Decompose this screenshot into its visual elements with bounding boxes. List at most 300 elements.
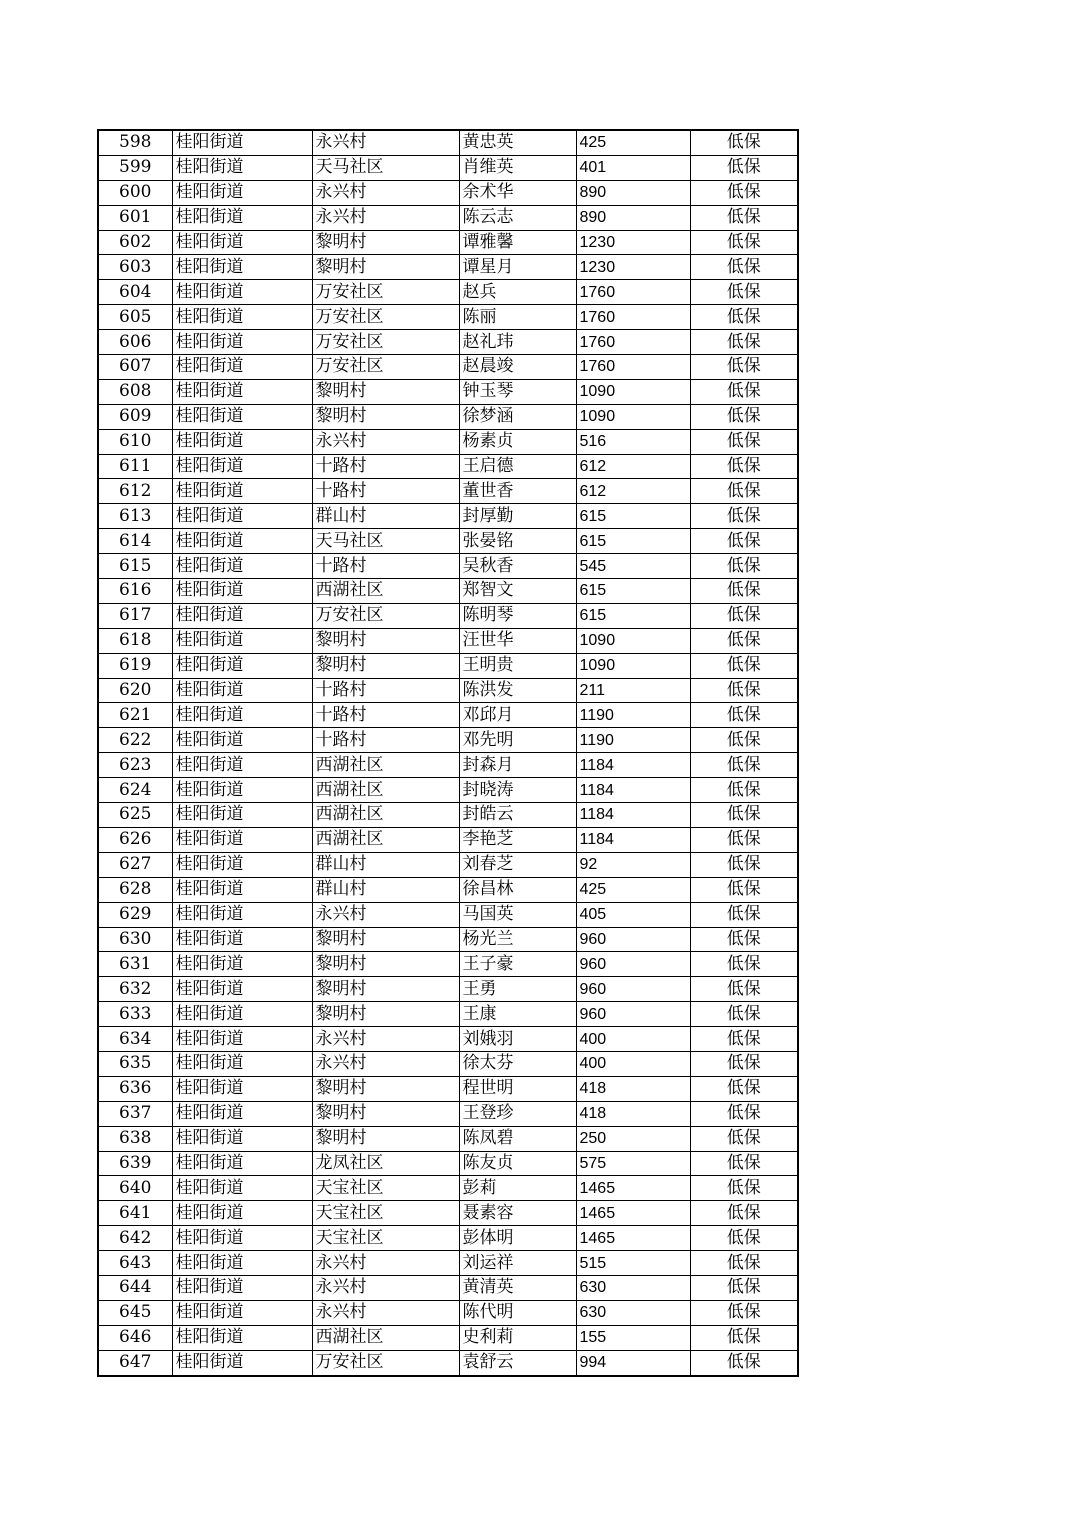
street-cell: 桂阳街道 [172, 1101, 312, 1126]
village-cell: 黎明村 [312, 977, 459, 1002]
person-name-cell: 刘娥羽 [459, 1027, 576, 1052]
table-row [98, 603, 798, 628]
table-row [98, 653, 798, 678]
person-name-cell: 马国英 [459, 902, 576, 927]
category-cell: 低保 [690, 429, 798, 454]
table-row [98, 728, 798, 753]
street-cell: 桂阳街道 [172, 479, 312, 504]
category-cell: 低保 [690, 554, 798, 579]
table-row [98, 1176, 798, 1201]
person-name-cell: 程世明 [459, 1076, 576, 1101]
table-row [98, 579, 798, 604]
row-number-cell: 616 [98, 579, 172, 604]
category-cell: 低保 [690, 1251, 798, 1276]
village-cell: 黎明村 [312, 653, 459, 678]
category-cell: 低保 [690, 778, 798, 803]
village-cell: 黎明村 [312, 628, 459, 653]
row-number-cell: 643 [98, 1251, 172, 1276]
amount-cell: 1184 [576, 753, 690, 778]
village-cell: 天马社区 [312, 529, 459, 554]
person-name-cell: 彭莉 [459, 1176, 576, 1201]
person-name-cell: 钟玉琴 [459, 379, 576, 404]
village-cell: 万安社区 [312, 355, 459, 380]
amount-cell: 211 [576, 678, 690, 703]
street-cell: 桂阳街道 [172, 1126, 312, 1151]
village-cell: 西湖社区 [312, 803, 459, 828]
person-name-cell: 吴秋香 [459, 554, 576, 579]
category-cell: 低保 [690, 902, 798, 927]
person-name-cell: 刘春芝 [459, 852, 576, 877]
person-name-cell: 刘运祥 [459, 1251, 576, 1276]
street-cell: 桂阳街道 [172, 1226, 312, 1251]
row-number-cell: 641 [98, 1201, 172, 1226]
person-name-cell: 赵晨竣 [459, 355, 576, 380]
village-cell: 黎明村 [312, 927, 459, 952]
street-cell: 桂阳街道 [172, 1076, 312, 1101]
person-name-cell: 陈云志 [459, 205, 576, 230]
village-cell: 十路村 [312, 678, 459, 703]
amount-cell: 630 [576, 1275, 690, 1300]
village-cell: 万安社区 [312, 330, 459, 355]
table-row [98, 554, 798, 579]
amount-cell: 418 [576, 1101, 690, 1126]
table-row [98, 330, 798, 355]
category-cell: 低保 [690, 1126, 798, 1151]
category-cell: 低保 [690, 280, 798, 305]
table-row [98, 205, 798, 230]
street-cell: 桂阳街道 [172, 678, 312, 703]
row-number-cell: 635 [98, 1051, 172, 1076]
street-cell: 桂阳街道 [172, 803, 312, 828]
row-number-cell: 629 [98, 902, 172, 927]
amount-cell: 1760 [576, 280, 690, 305]
village-cell: 永兴村 [312, 1051, 459, 1076]
person-name-cell: 赵礼玮 [459, 330, 576, 355]
person-name-cell: 郑智文 [459, 579, 576, 604]
category-cell: 低保 [690, 753, 798, 778]
row-number-cell: 627 [98, 852, 172, 877]
row-number-cell: 642 [98, 1226, 172, 1251]
category-cell: 低保 [690, 977, 798, 1002]
row-number-cell: 640 [98, 1176, 172, 1201]
category-cell: 低保 [690, 1027, 798, 1052]
amount-cell: 960 [576, 927, 690, 952]
person-name-cell: 封厚勤 [459, 504, 576, 529]
person-name-cell: 邓先明 [459, 728, 576, 753]
category-cell: 低保 [690, 379, 798, 404]
amount-cell: 575 [576, 1151, 690, 1176]
street-cell: 桂阳街道 [172, 927, 312, 952]
village-cell: 万安社区 [312, 603, 459, 628]
street-cell: 桂阳街道 [172, 330, 312, 355]
table-row [98, 379, 798, 404]
row-number-cell: 618 [98, 628, 172, 653]
table-row [98, 155, 798, 180]
amount-cell: 250 [576, 1126, 690, 1151]
amount-cell: 1465 [576, 1201, 690, 1226]
amount-cell: 612 [576, 454, 690, 479]
row-number-cell: 636 [98, 1076, 172, 1101]
person-name-cell: 王登珍 [459, 1101, 576, 1126]
row-number-cell: 620 [98, 678, 172, 703]
category-cell: 低保 [690, 305, 798, 330]
person-name-cell: 陈丽 [459, 305, 576, 330]
amount-cell: 960 [576, 1002, 690, 1027]
person-name-cell: 徐梦涵 [459, 404, 576, 429]
street-cell: 桂阳街道 [172, 155, 312, 180]
row-number-cell: 607 [98, 355, 172, 380]
person-name-cell: 史利莉 [459, 1325, 576, 1350]
street-cell: 桂阳街道 [172, 603, 312, 628]
person-name-cell: 谭雅馨 [459, 230, 576, 255]
amount-cell: 1230 [576, 230, 690, 255]
amount-cell: 1184 [576, 827, 690, 852]
village-cell: 十路村 [312, 479, 459, 504]
person-name-cell: 余术华 [459, 180, 576, 205]
table-row [98, 803, 798, 828]
person-name-cell: 李艳芝 [459, 827, 576, 852]
row-number-cell: 617 [98, 603, 172, 628]
amount-cell: 1230 [576, 255, 690, 280]
street-cell: 桂阳街道 [172, 753, 312, 778]
street-cell: 桂阳街道 [172, 1176, 312, 1201]
category-cell: 低保 [690, 1051, 798, 1076]
amount-cell: 425 [576, 877, 690, 902]
row-number-cell: 639 [98, 1151, 172, 1176]
table-row [98, 1076, 798, 1101]
row-number-cell: 628 [98, 877, 172, 902]
village-cell: 永兴村 [312, 429, 459, 454]
table-row [98, 1126, 798, 1151]
village-cell: 黎明村 [312, 1101, 459, 1126]
table-row [98, 703, 798, 728]
row-number-cell: 598 [98, 130, 172, 155]
row-number-cell: 614 [98, 529, 172, 554]
village-cell: 黎明村 [312, 1002, 459, 1027]
row-number-cell: 625 [98, 803, 172, 828]
amount-cell: 615 [576, 529, 690, 554]
street-cell: 桂阳街道 [172, 355, 312, 380]
street-cell: 桂阳街道 [172, 180, 312, 205]
person-name-cell: 王启德 [459, 454, 576, 479]
village-cell: 黎明村 [312, 255, 459, 280]
category-cell: 低保 [690, 1226, 798, 1251]
street-cell: 桂阳街道 [172, 255, 312, 280]
category-cell: 低保 [690, 877, 798, 902]
street-cell: 桂阳街道 [172, 579, 312, 604]
street-cell: 桂阳街道 [172, 827, 312, 852]
person-name-cell: 袁舒云 [459, 1350, 576, 1375]
street-cell: 桂阳街道 [172, 653, 312, 678]
row-number-cell: 645 [98, 1300, 172, 1325]
village-cell: 龙凤社区 [312, 1151, 459, 1176]
village-cell: 永兴村 [312, 1251, 459, 1276]
category-cell: 低保 [690, 653, 798, 678]
amount-cell: 92 [576, 852, 690, 877]
person-name-cell: 赵兵 [459, 280, 576, 305]
row-number-cell: 644 [98, 1275, 172, 1300]
person-name-cell: 谭星月 [459, 255, 576, 280]
table-row [98, 1300, 798, 1325]
person-name-cell: 张晏铭 [459, 529, 576, 554]
amount-cell: 960 [576, 977, 690, 1002]
person-name-cell: 王子豪 [459, 952, 576, 977]
table-row [98, 1325, 798, 1350]
village-cell: 黎明村 [312, 230, 459, 255]
table-row [98, 852, 798, 877]
category-cell: 低保 [690, 1151, 798, 1176]
table-row [98, 902, 798, 927]
amount-cell: 545 [576, 554, 690, 579]
amount-cell: 418 [576, 1076, 690, 1101]
street-cell: 桂阳街道 [172, 852, 312, 877]
person-name-cell: 封森月 [459, 753, 576, 778]
amount-cell: 1465 [576, 1226, 690, 1251]
amount-cell: 994 [576, 1350, 690, 1375]
row-number-cell: 624 [98, 778, 172, 803]
row-number-cell: 623 [98, 753, 172, 778]
amount-cell: 400 [576, 1051, 690, 1076]
amount-cell: 612 [576, 479, 690, 504]
table-row [98, 429, 798, 454]
table-row [98, 1251, 798, 1276]
street-cell: 桂阳街道 [172, 778, 312, 803]
category-cell: 低保 [690, 1002, 798, 1027]
table-row [98, 355, 798, 380]
category-cell: 低保 [690, 827, 798, 852]
amount-cell: 890 [576, 205, 690, 230]
row-number-cell: 602 [98, 230, 172, 255]
table-row [98, 130, 798, 155]
table-row [98, 1051, 798, 1076]
amount-cell: 1090 [576, 379, 690, 404]
table-row [98, 952, 798, 977]
table-row [98, 977, 798, 1002]
village-cell: 西湖社区 [312, 1325, 459, 1350]
category-cell: 低保 [690, 529, 798, 554]
category-cell: 低保 [690, 454, 798, 479]
person-name-cell: 王康 [459, 1002, 576, 1027]
person-name-cell: 董世香 [459, 479, 576, 504]
village-cell: 十路村 [312, 554, 459, 579]
village-cell: 群山村 [312, 504, 459, 529]
person-name-cell: 陈洪发 [459, 678, 576, 703]
person-name-cell: 汪世华 [459, 628, 576, 653]
amount-cell: 155 [576, 1325, 690, 1350]
category-cell: 低保 [690, 504, 798, 529]
category-cell: 低保 [690, 479, 798, 504]
street-cell: 桂阳街道 [172, 205, 312, 230]
amount-cell: 1090 [576, 628, 690, 653]
row-number-cell: 647 [98, 1350, 172, 1375]
category-cell: 低保 [690, 703, 798, 728]
table-body [98, 130, 798, 1376]
table-row [98, 827, 798, 852]
category-cell: 低保 [690, 355, 798, 380]
table-row [98, 1027, 798, 1052]
amount-cell: 400 [576, 1027, 690, 1052]
category-cell: 低保 [690, 155, 798, 180]
row-number-cell: 622 [98, 728, 172, 753]
row-number-cell: 646 [98, 1325, 172, 1350]
street-cell: 桂阳街道 [172, 1251, 312, 1276]
category-cell: 低保 [690, 579, 798, 604]
table-row [98, 753, 798, 778]
category-cell: 低保 [690, 1201, 798, 1226]
person-name-cell: 徐昌林 [459, 877, 576, 902]
category-cell: 低保 [690, 603, 798, 628]
table-row [98, 1151, 798, 1176]
street-cell: 桂阳街道 [172, 130, 312, 155]
person-name-cell: 杨素贞 [459, 429, 576, 454]
village-cell: 黎明村 [312, 379, 459, 404]
street-cell: 桂阳街道 [172, 1151, 312, 1176]
street-cell: 桂阳街道 [172, 703, 312, 728]
category-cell: 低保 [690, 205, 798, 230]
amount-cell: 630 [576, 1300, 690, 1325]
row-number-cell: 621 [98, 703, 172, 728]
person-name-cell: 邓邱月 [459, 703, 576, 728]
person-name-cell: 徐太芬 [459, 1051, 576, 1076]
village-cell: 天宝社区 [312, 1201, 459, 1226]
street-cell: 桂阳街道 [172, 1027, 312, 1052]
category-cell: 低保 [690, 852, 798, 877]
amount-cell: 615 [576, 504, 690, 529]
amount-cell: 401 [576, 155, 690, 180]
amount-cell: 1184 [576, 803, 690, 828]
table-row [98, 1101, 798, 1126]
street-cell: 桂阳街道 [172, 280, 312, 305]
category-cell: 低保 [690, 1076, 798, 1101]
table-row [98, 678, 798, 703]
amount-cell: 425 [576, 130, 690, 155]
village-cell: 天马社区 [312, 155, 459, 180]
table-row [98, 255, 798, 280]
category-cell: 低保 [690, 180, 798, 205]
village-cell: 十路村 [312, 728, 459, 753]
street-cell: 桂阳街道 [172, 230, 312, 255]
person-name-cell: 杨光兰 [459, 927, 576, 952]
category-cell: 低保 [690, 255, 798, 280]
category-cell: 低保 [690, 330, 798, 355]
amount-cell: 890 [576, 180, 690, 205]
amount-cell: 1184 [576, 778, 690, 803]
village-cell: 西湖社区 [312, 579, 459, 604]
person-name-cell: 陈明琴 [459, 603, 576, 628]
person-name-cell: 黄清英 [459, 1275, 576, 1300]
village-cell: 天宝社区 [312, 1226, 459, 1251]
row-number-cell: 611 [98, 454, 172, 479]
table-row [98, 1275, 798, 1300]
village-cell: 永兴村 [312, 1300, 459, 1325]
amount-cell: 515 [576, 1251, 690, 1276]
table-row [98, 479, 798, 504]
person-name-cell: 封晓涛 [459, 778, 576, 803]
amount-cell: 1190 [576, 728, 690, 753]
row-number-cell: 619 [98, 653, 172, 678]
village-cell: 十路村 [312, 703, 459, 728]
person-name-cell: 封皓云 [459, 803, 576, 828]
village-cell: 黎明村 [312, 1126, 459, 1151]
person-name-cell: 陈代明 [459, 1300, 576, 1325]
village-cell: 永兴村 [312, 1275, 459, 1300]
street-cell: 桂阳街道 [172, 877, 312, 902]
table-row [98, 1226, 798, 1251]
person-name-cell: 王明贵 [459, 653, 576, 678]
village-cell: 黎明村 [312, 952, 459, 977]
table-row [98, 404, 798, 429]
row-number-cell: 615 [98, 554, 172, 579]
street-cell: 桂阳街道 [172, 1201, 312, 1226]
person-name-cell: 肖维英 [459, 155, 576, 180]
village-cell: 黎明村 [312, 404, 459, 429]
row-number-cell: 601 [98, 205, 172, 230]
amount-cell: 405 [576, 902, 690, 927]
street-cell: 桂阳街道 [172, 379, 312, 404]
amount-cell: 1760 [576, 355, 690, 380]
relief-roster-table [97, 129, 799, 1377]
table-row [98, 1350, 798, 1375]
amount-cell: 1760 [576, 330, 690, 355]
category-cell: 低保 [690, 1325, 798, 1350]
street-cell: 桂阳街道 [172, 429, 312, 454]
street-cell: 桂阳街道 [172, 977, 312, 1002]
village-cell: 万安社区 [312, 305, 459, 330]
table-row [98, 877, 798, 902]
row-number-cell: 626 [98, 827, 172, 852]
amount-cell: 516 [576, 429, 690, 454]
category-cell: 低保 [690, 130, 798, 155]
row-number-cell: 600 [98, 180, 172, 205]
row-number-cell: 630 [98, 927, 172, 952]
category-cell: 低保 [690, 1176, 798, 1201]
village-cell: 永兴村 [312, 205, 459, 230]
village-cell: 永兴村 [312, 902, 459, 927]
row-number-cell: 637 [98, 1101, 172, 1126]
village-cell: 群山村 [312, 852, 459, 877]
village-cell: 永兴村 [312, 1027, 459, 1052]
table-row [98, 1002, 798, 1027]
village-cell: 黎明村 [312, 1076, 459, 1101]
row-number-cell: 599 [98, 155, 172, 180]
amount-cell: 615 [576, 603, 690, 628]
street-cell: 桂阳街道 [172, 952, 312, 977]
table-row [98, 454, 798, 479]
row-number-cell: 634 [98, 1027, 172, 1052]
table-row [98, 180, 798, 205]
street-cell: 桂阳街道 [172, 1051, 312, 1076]
village-cell: 永兴村 [312, 180, 459, 205]
amount-cell: 1090 [576, 404, 690, 429]
category-cell: 低保 [690, 927, 798, 952]
person-name-cell: 陈凤碧 [459, 1126, 576, 1151]
table-row [98, 230, 798, 255]
table-row [98, 1201, 798, 1226]
street-cell: 桂阳街道 [172, 404, 312, 429]
row-number-cell: 638 [98, 1126, 172, 1151]
person-name-cell: 陈友贞 [459, 1151, 576, 1176]
amount-cell: 1190 [576, 703, 690, 728]
street-cell: 桂阳街道 [172, 305, 312, 330]
street-cell: 桂阳街道 [172, 554, 312, 579]
table-row [98, 504, 798, 529]
person-name-cell: 王勇 [459, 977, 576, 1002]
category-cell: 低保 [690, 678, 798, 703]
street-cell: 桂阳街道 [172, 1325, 312, 1350]
amount-cell: 1465 [576, 1176, 690, 1201]
village-cell: 群山村 [312, 877, 459, 902]
street-cell: 桂阳街道 [172, 1350, 312, 1375]
